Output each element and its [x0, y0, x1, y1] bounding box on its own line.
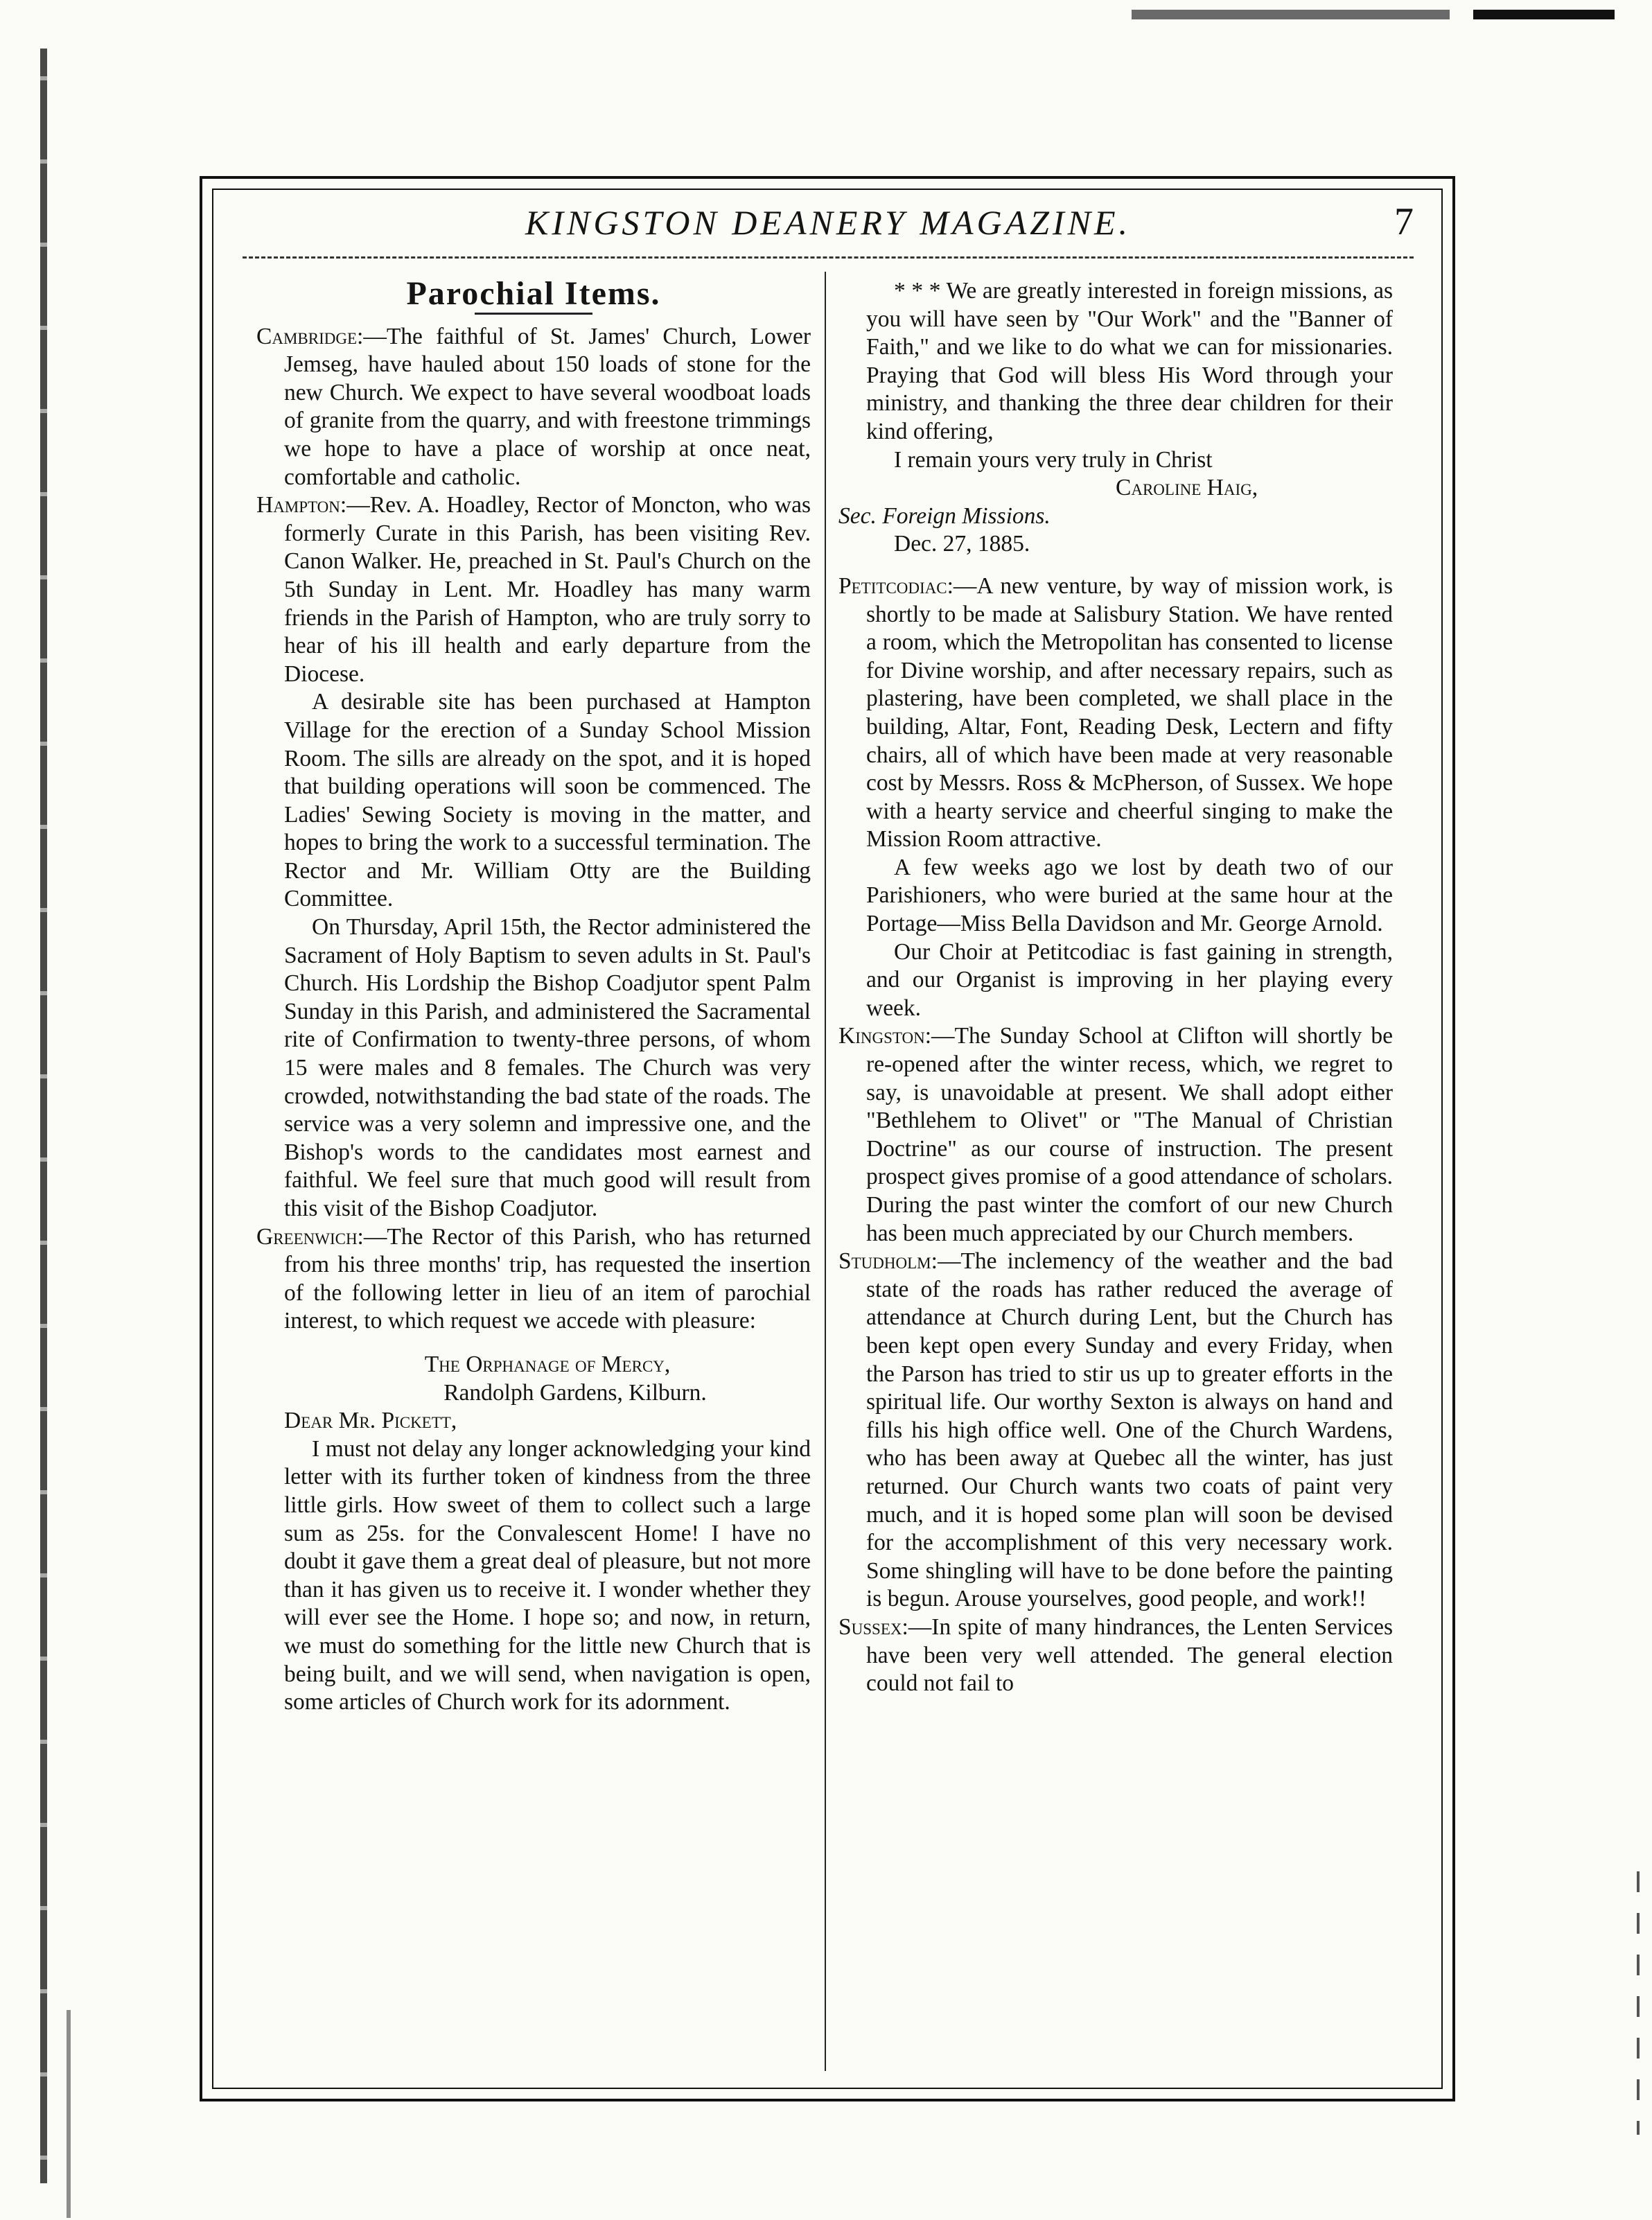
left-column [256, 277, 811, 1717]
letter-continuation: * * * We are greatly interested in foreign missions, as you will have seen by "Our Work" and the "Banner of Faith," and we like to do what we can for missionaries. Praying that God will bless His Word through your ministry, and thanking the three dear children for their kind offering, [866, 278, 1393, 444]
item-text: —The Sunday School at Clifton will shortly be re-opened after the winter recess, which, we regret to say, is unavoidable at present. We shall adopt either "Bethlehem to Olivet" or "The Manual of Christian Doctrine" as our course of instruction. The present prospect gives promise of a good attendance of scholars. During the past winter the comfort of our new Church has been much appreciated by our Church members. [866, 1023, 1393, 1246]
scan-edge-top [1026, 10, 1615, 19]
item-studholm [838, 1248, 1393, 1614]
item-label: Sussex: [838, 1614, 908, 1640]
item-hampton [256, 491, 811, 688]
paragraph: On Thursday, April 15th, the Rector administered the Sacrament of Holy Baptism to seven adults in St. Paul's Church. His Lordship the Bishop Coadjutor spent Palm Sunday in this Parish, and administered the Sacramental rite of Confirmation to twenty-three persons, of whom 15 were males and 8 females. The Church was very crowded, notwithstanding the bad state of the roads. The service was a very solemn and impressive one, and the Bishop's words to the candidates most earnest and faithful. We feel sure that much good will result from this visit of the Bishop Coadjutor. [284, 914, 811, 1221]
section-title: Parochial Items. [406, 275, 661, 312]
item-text: —In spite of many hindrances, the Lenten Services have been very well attended. The general election could not fail to [866, 1614, 1393, 1697]
item-text: —The inclemency of the weather and the bad state of the roads has rather reduced the average of attendance at Church during Lent, but the Church has been kept open every Sunday and every Friday, when the Parson has tried to stir us up to greater efforts in the spiritual life. Our worthy Sexton is always on hand and fills his high office well. One of the Church Wardens, who has been away at Quebec all the winter, has just returned. Our Church wants two coats of paint very much, and it is hoped some plan will soon be devised for the accomplishment of this very necessary work. Some shingling will have to be done before the painting is begun. Arouse yourselves, good people, and work!! [866, 1248, 1393, 1612]
item-cambridge [256, 323, 811, 492]
item-text: —The faithful of St. James' Church, Lower Jemseg, have hauled about 150 loads of stone for the new Church. We expect to have several woodboat loads of granite from the quarry, and with freestone trimmings we hope to have a place of worship at once neat, comfortable and catholic. [284, 323, 811, 490]
letter-salutation: Dear Mr. Pickett, [284, 1408, 457, 1434]
signature-name: Caroline Haig, [1116, 475, 1258, 501]
item-text: —A new venture, by way of mission work, is shortly to be made at Salisbury Station. We have rented a room, which the Metropolitan has consented to license for Divine worship, and after necessary repairs, such as plastering, have been completed, we shall place in the building, Altar, Font, Reading Desk, Lectern and fifty chairs, all of which have been made at very reasonable cost by Messrs. Ross & McPherson, of Sussex. We hope with a hearty service and cheerful singing to make the Mission Room attractive. [866, 573, 1393, 853]
title-rule [475, 313, 592, 315]
scan-edge-left [40, 49, 47, 2183]
column-divider [825, 272, 826, 2071]
item-label: Hampton: [256, 492, 347, 518]
item-label: Studholm: [838, 1248, 938, 1275]
letter-closing: I remain yours very truly in Christ [894, 446, 1213, 473]
header-rule [243, 256, 1414, 259]
paragraph: A desirable site has been purchased at Hampton Village for the erection of a Sunday School Mission Room. The sills are already on the spot, and it is hoped that building operations will soon be commenced. The Ladies' Sewing Society is moving in the matter, and hopes to bring the work to a successful termination. The Rector and Mr. William Otty are the Building Committee. [284, 689, 811, 912]
letter-heading-2: Randolph Gardens, Kilburn. [443, 1379, 707, 1406]
letter-heading-1: The Orphanage of Mercy, [424, 1351, 671, 1377]
right-column [838, 277, 1393, 1698]
paragraph: Our Choir at Petitcodiac is fast gaining in strength, and our Organist is improving in her playing every week. [866, 938, 1393, 1021]
item-text: —Rev. A. Hoadley, Rector of Moncton, who was formerly Curate in this Parish, has been visiting Rev. Canon Walker. He, preached in St. Paul's Church on the 5th Sunday in Lent. Mr. Hoadley has many warm friends in the Parish of Hampton, who are truly sorry to hear of his ill health and early departure from the Diocese. [284, 492, 811, 687]
item-label: Kingston: [838, 1023, 932, 1049]
item-label: Petitcodiac: [838, 573, 954, 599]
item-petitcodiac [838, 573, 1393, 854]
paragraph: A few weeks ago we lost by death two of our Parishioners, who were buried at the same hour at the Portage—Miss Bella Davidson and Mr. George Arnold. [866, 854, 1393, 937]
item-text: —The Rector of this Parish, who has returned from his three months' trip, has requested the insertion of the following letter in lieu of an item of parochial interest, to which request we accede with pleasure: [284, 1223, 811, 1334]
item-label: Cambridge: [256, 323, 364, 349]
item-sussex [838, 1614, 1393, 1698]
item-greenwich [256, 1223, 811, 1336]
letter-body: I must not delay any longer acknowledging your kind letter with its further token of kindness from the three little girls. How sweet of them to collect such a large sum as 25s. for the Convalescent Home! I have no doubt it gave them a great deal of pleasure, but not more than it has given us to receive it. I wonder whether they will ever see the Home. I hope so; and now, in return, we must do something for the little new Church that is being built, and we will send, when navigation is open, some articles of Church work for its adornment. [284, 1435, 811, 1715]
item-kingston [838, 1022, 1393, 1248]
item-label: Greenwich: [256, 1223, 364, 1250]
page-number: 7 [1394, 200, 1414, 243]
page-header [243, 202, 1414, 258]
scan-edge-left-lower [67, 2010, 71, 2218]
letter-date: Dec. 27, 1885. [894, 531, 1030, 557]
magazine-title: KINGSTON DEANERY MAGAZINE. [525, 203, 1132, 242]
signature-title: Sec. Foreign Missions. [838, 502, 1051, 529]
scan-edge-right [1637, 1871, 1640, 2135]
